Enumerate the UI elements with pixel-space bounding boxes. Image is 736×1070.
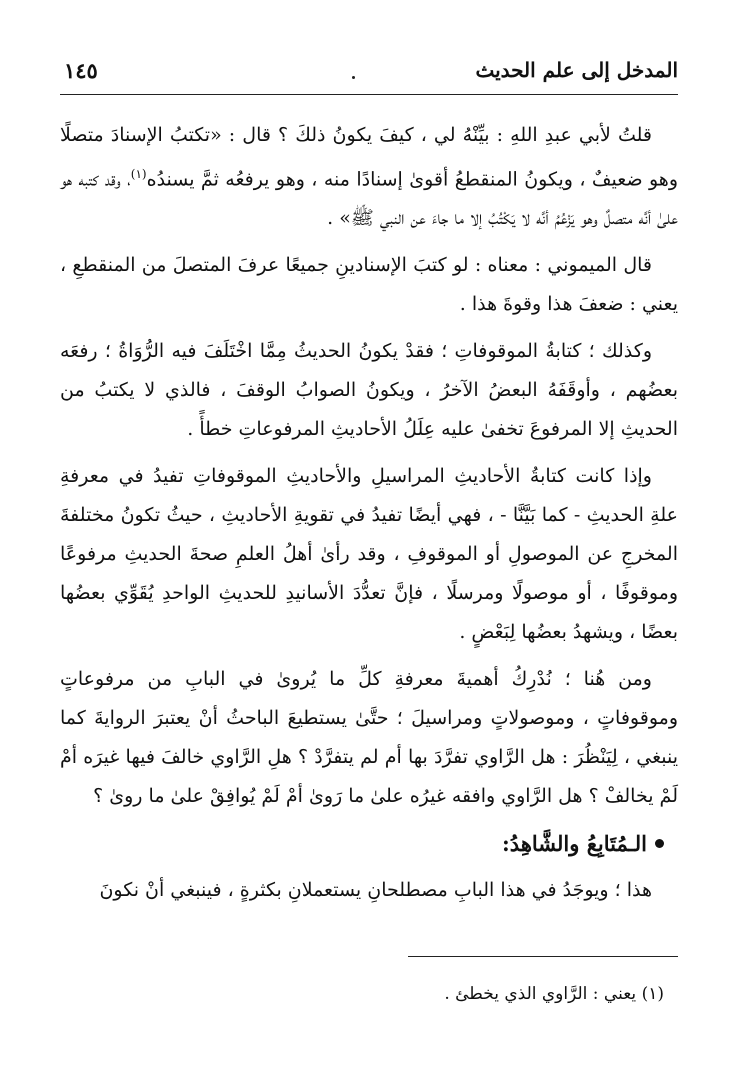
paragraph (60, 660, 678, 816)
paragraph-text: هذا ؛ ويوجَدُ في هذا البابِ مصطلحانِ يستعملانِ بكثرةٍ ، فينبغي أنْ نكونَ (99, 879, 652, 902)
footnote: (١) يعني : الرَّاوي الذي يخطئ . (444, 984, 664, 1004)
paragraph (60, 116, 678, 238)
paragraph-text: ، وقد كتبه هو علىٰ أنَّه متصلٌ وهو يَزْعُمُ أنَّه لا يَكْتُبُ إلا ما جاءَ عن النبي ﷺ» . (60, 168, 678, 230)
bullet-icon (655, 839, 664, 848)
header-dot (352, 76, 355, 79)
section-heading (60, 824, 678, 863)
section-heading-text: الـمُتَابِعُ والشَّاهِدُ: (502, 831, 647, 857)
paragraph (60, 246, 678, 324)
page-number: ١٤٥ (64, 58, 98, 83)
page-header (60, 56, 678, 95)
paragraph-text: قلتُ لأبي عبدِ اللهِ : بيِّنْهُ لي ، كيفَ يكونُ ذلكَ ؟ قال : «تكتبُ الإسنادَ متصلًا وهو ضعيفٌ ، ويكونُ المنقطعُ أقوىٰ إسنادًا منه ، وهو يرفعُه ثمَّ يسندُه (60, 124, 678, 191)
running-title: المدخل إلى علم الحديث (475, 58, 678, 82)
paragraph-text: قال الميموني : معناه : لو كتبَ الإسنادينِ جميعًا عرفَ المتصلَ من المنقطعِ ، يعني : ضعفَ هذا وقوةَ هذا . (60, 254, 678, 316)
paragraph-text: ومن هُنا ؛ نُدْرِكُ أهميةَ معرفةِ كلِّ ما يُروىٰ في البابِ من مرفوعاتٍ وموقوفاتٍ ، وموصولاتٍ ومراسيلَ ؛ حتَّىٰ يستطيعَ الباحثُ أنْ يعتبرَ الروايةَ كما ينبغي ، لِيَنْظُرَ : هل الرَّاوي تفرَّدَ بها أم لم يتفرَّدْ ؟ هلِ الرَّاوي خالفَ فيها غيرَه أمْ لَمْ يخالفْ ؟ هل الرَّاوي وافقه غيرُه علىٰ ما رَوىٰ أمْ لَمْ يُوافِقْ علىٰ ما روىٰ ؟ (60, 668, 678, 808)
paragraph (60, 871, 678, 910)
paragraph-text: وكذلك ؛ كتابةُ الموقوفاتِ ؛ فقدْ يكونُ الحديثُ مِمَّا اخْتَلَفَ فيه الرُّوَاةُ ؛ رفعَه بعضُهم ، وأوقَفَهُ البعضُ الآخرُ ، ويكونُ الصوابُ الوقفَ ، فالذي لا يكتبُ من الحديثِ إلا المرفوعَ تخفىٰ عليه عِلَلُ الأحاديثِ المرفوعاتِ خطأً . (60, 340, 678, 441)
page-body (60, 116, 678, 918)
paragraph (60, 457, 678, 652)
footnote-divider (408, 956, 678, 957)
book-page (60, 0, 678, 1070)
paragraph (60, 332, 678, 449)
footnote-reference: (١) (130, 167, 147, 181)
paragraph-text: وإذا كانت كتابةُ الأحاديثِ المراسيلِ والأحاديثِ الموقوفاتِ تفيدُ في معرفةِ علةِ الحديثِ - كما بَيَّنَّا - ، فهي أيضًا تفيدُ في تقويةِ الأحاديثِ ، حيثُ تكونُ مختلفةَ المخرجِ عن الموصولِ أو الموقوفِ ، وقد رأىٰ أهلُ العلمِ صحةَ الحديثِ مرفوعًا وموقوفًا ، أو موصولًا ومرسلًا ، فإنَّ تعدُّدَ الأسانيدِ للحديثِ الواحدِ يُقَوِّي بعضُها بعضًا ، ويشهدُ بعضُها لِبَعْضٍ . (60, 465, 678, 644)
